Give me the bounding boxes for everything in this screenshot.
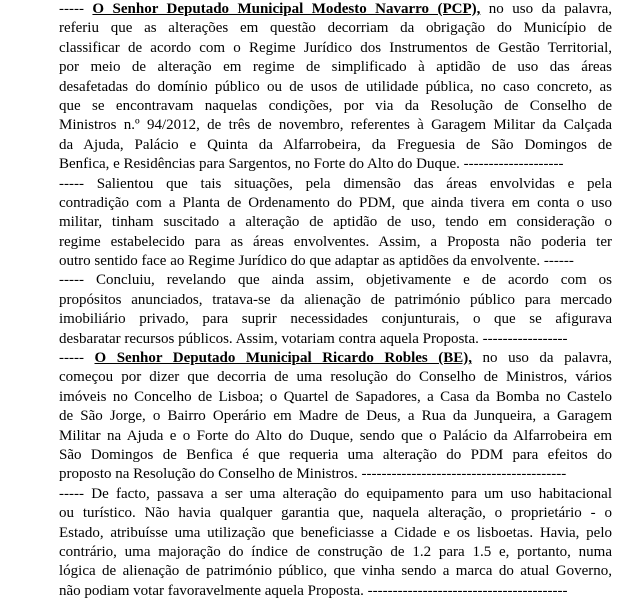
text-segment: outro sentido face ao Regime Jurídico do que adaptar as aptidões da envolvente. ------ (59, 253, 574, 270)
text-segment: ----- Salientou que tais situações, pela dimensão das áreas envolvidas e pela (59, 175, 612, 192)
text-segment: São Domingos de Benfica é que requeria uma alteração do PDM para efeitos do (59, 446, 612, 463)
text-line (59, 291, 612, 310)
text-line (59, 368, 612, 387)
text-segment: da Ajuda, Palácio e Quinta da Alfarrobeira, da Freguesia de São Domingos de (59, 136, 612, 153)
text-segment: de São Jorge, o Bairro Operário em Madre de Deus, a Rua da Junqueira, a Garagem (59, 408, 612, 425)
text-segment: desafetadas do domínio público ou de usos de utilidade pública, no caso concreto, as (59, 78, 612, 95)
text-line (59, 446, 612, 465)
paragraph (59, 349, 612, 485)
text-segment: Estado, atribuísse uma utilização que beneficiasse a Cidade e os lisboetas. Havia, pelo (59, 524, 612, 541)
text-segment: começou por dizer que decorria de uma resolução do Conselho de Ministros, vários (59, 369, 612, 386)
text-segment: desbaratar recursos públicos. Assim, votariam contra aquela Proposta. ----------------- (59, 330, 568, 347)
text-line (59, 155, 612, 174)
text-line (59, 485, 612, 504)
text-line (59, 252, 612, 271)
text-line (59, 310, 612, 329)
paragraph (59, 175, 612, 272)
text-line (59, 213, 612, 232)
text-line (59, 543, 612, 562)
text-segment: referiu que as alterações em questão decorriam da obrigação do Município de (59, 20, 612, 37)
text-line (59, 58, 612, 77)
text-line (59, 562, 612, 581)
text-segment: imóveis no Concelho de Lisboa; o Quartel de Sapadores, a Casa da Bomba no Castelo (59, 388, 612, 405)
paragraph (59, 0, 612, 175)
text-segment: no uso da palavra, (472, 350, 612, 367)
text-line (59, 136, 612, 155)
text-segment: Ministros n.º 94/2012, de três de novembro, referentes à Garagem Militar da Calçada (59, 117, 612, 134)
text-segment: ou turístico. Não havia qualquer garantia que, naquela alteração, o proprietário - o (59, 505, 612, 522)
text-line (59, 19, 612, 38)
text-line (59, 39, 612, 58)
text-segment: Militar na Ajuda e o Forte do Alto do Duque, sendo que o Palácio da Alfarrobeira em (59, 427, 612, 444)
paragraph (59, 271, 612, 349)
text-segment: Benfica, e Residências para Sargentos, no Forte do Alto do Duque. -------------------- (59, 156, 564, 173)
text-segment: ----- De facto, passava a ser uma alteração do equipamento para um uso habitacional (59, 485, 612, 502)
speaker-name: O Senhor Deputado Municipal Modesto Navarro (PCP), (92, 1, 481, 17)
text-line (59, 78, 612, 97)
text-segment: que se encontravam naquelas condições, por via da Resolução de Conselho de (59, 97, 612, 114)
text-line (59, 175, 612, 194)
text-segment: ----- (59, 1, 93, 17)
text-segment: militar, tinham suscitado a alteração de aptidão de uso, tendo em consideração o (59, 214, 612, 231)
text-line (59, 349, 612, 368)
text-segment: por meio de alteração em regime de simplificado à aptidão de uso das áreas (59, 59, 612, 76)
speaker-name: O Senhor Deputado Municipal Ricardo Robles (BE), (94, 350, 473, 367)
text-line (59, 388, 612, 407)
text-line (59, 194, 612, 213)
text-segment: não podiam votar favoravelmente aquela Proposta. ---------------------------------------- (59, 582, 568, 599)
text-line (59, 407, 612, 426)
text-segment: contrário, uma majoração do índice de construção de 1.2 para 1.5 e, portanto, numa (59, 543, 612, 560)
text-segment: imobiliário privado, para suprir necessidades conjunturais, o que se afigurava (59, 311, 612, 328)
text-segment: ----- Concluiu, revelando que ainda assim, objetivamente e de acordo com os (59, 272, 612, 289)
text-line (59, 330, 612, 349)
text-line (59, 427, 612, 446)
text-segment: ----- (59, 350, 95, 367)
text-line (59, 524, 612, 543)
text-line (59, 116, 612, 135)
text-segment: proposto na Resolução do Conselho de Ministros. ----------------------------------------- (59, 466, 567, 483)
text-segment: regime estabelecido para as áreas envolventes. Assim, a Proposta não poderia ter (59, 233, 612, 250)
text-segment: propósitos anunciados, tratava-se da alienação de património público para mercado (59, 291, 612, 308)
text-line (59, 97, 612, 116)
paragraph (59, 485, 612, 601)
text-line (59, 582, 612, 601)
text-segment: no uso da palavra, (480, 1, 612, 17)
text-line (59, 504, 612, 523)
text-line (59, 0, 612, 19)
text-line (59, 233, 612, 252)
text-segment: contradição com a Planta de Ordenamento do PDM, que ainda tivera em conta o uso (59, 194, 612, 211)
text-line (59, 465, 612, 484)
text-segment: lógica de alienação de património público, que vinha sendo a marca do atual Governo, (59, 563, 612, 580)
text-segment: classificar de acordo com o Regime Jurídico dos Instrumentos de Gestão Territorial, (59, 39, 612, 56)
text-line (59, 271, 612, 290)
